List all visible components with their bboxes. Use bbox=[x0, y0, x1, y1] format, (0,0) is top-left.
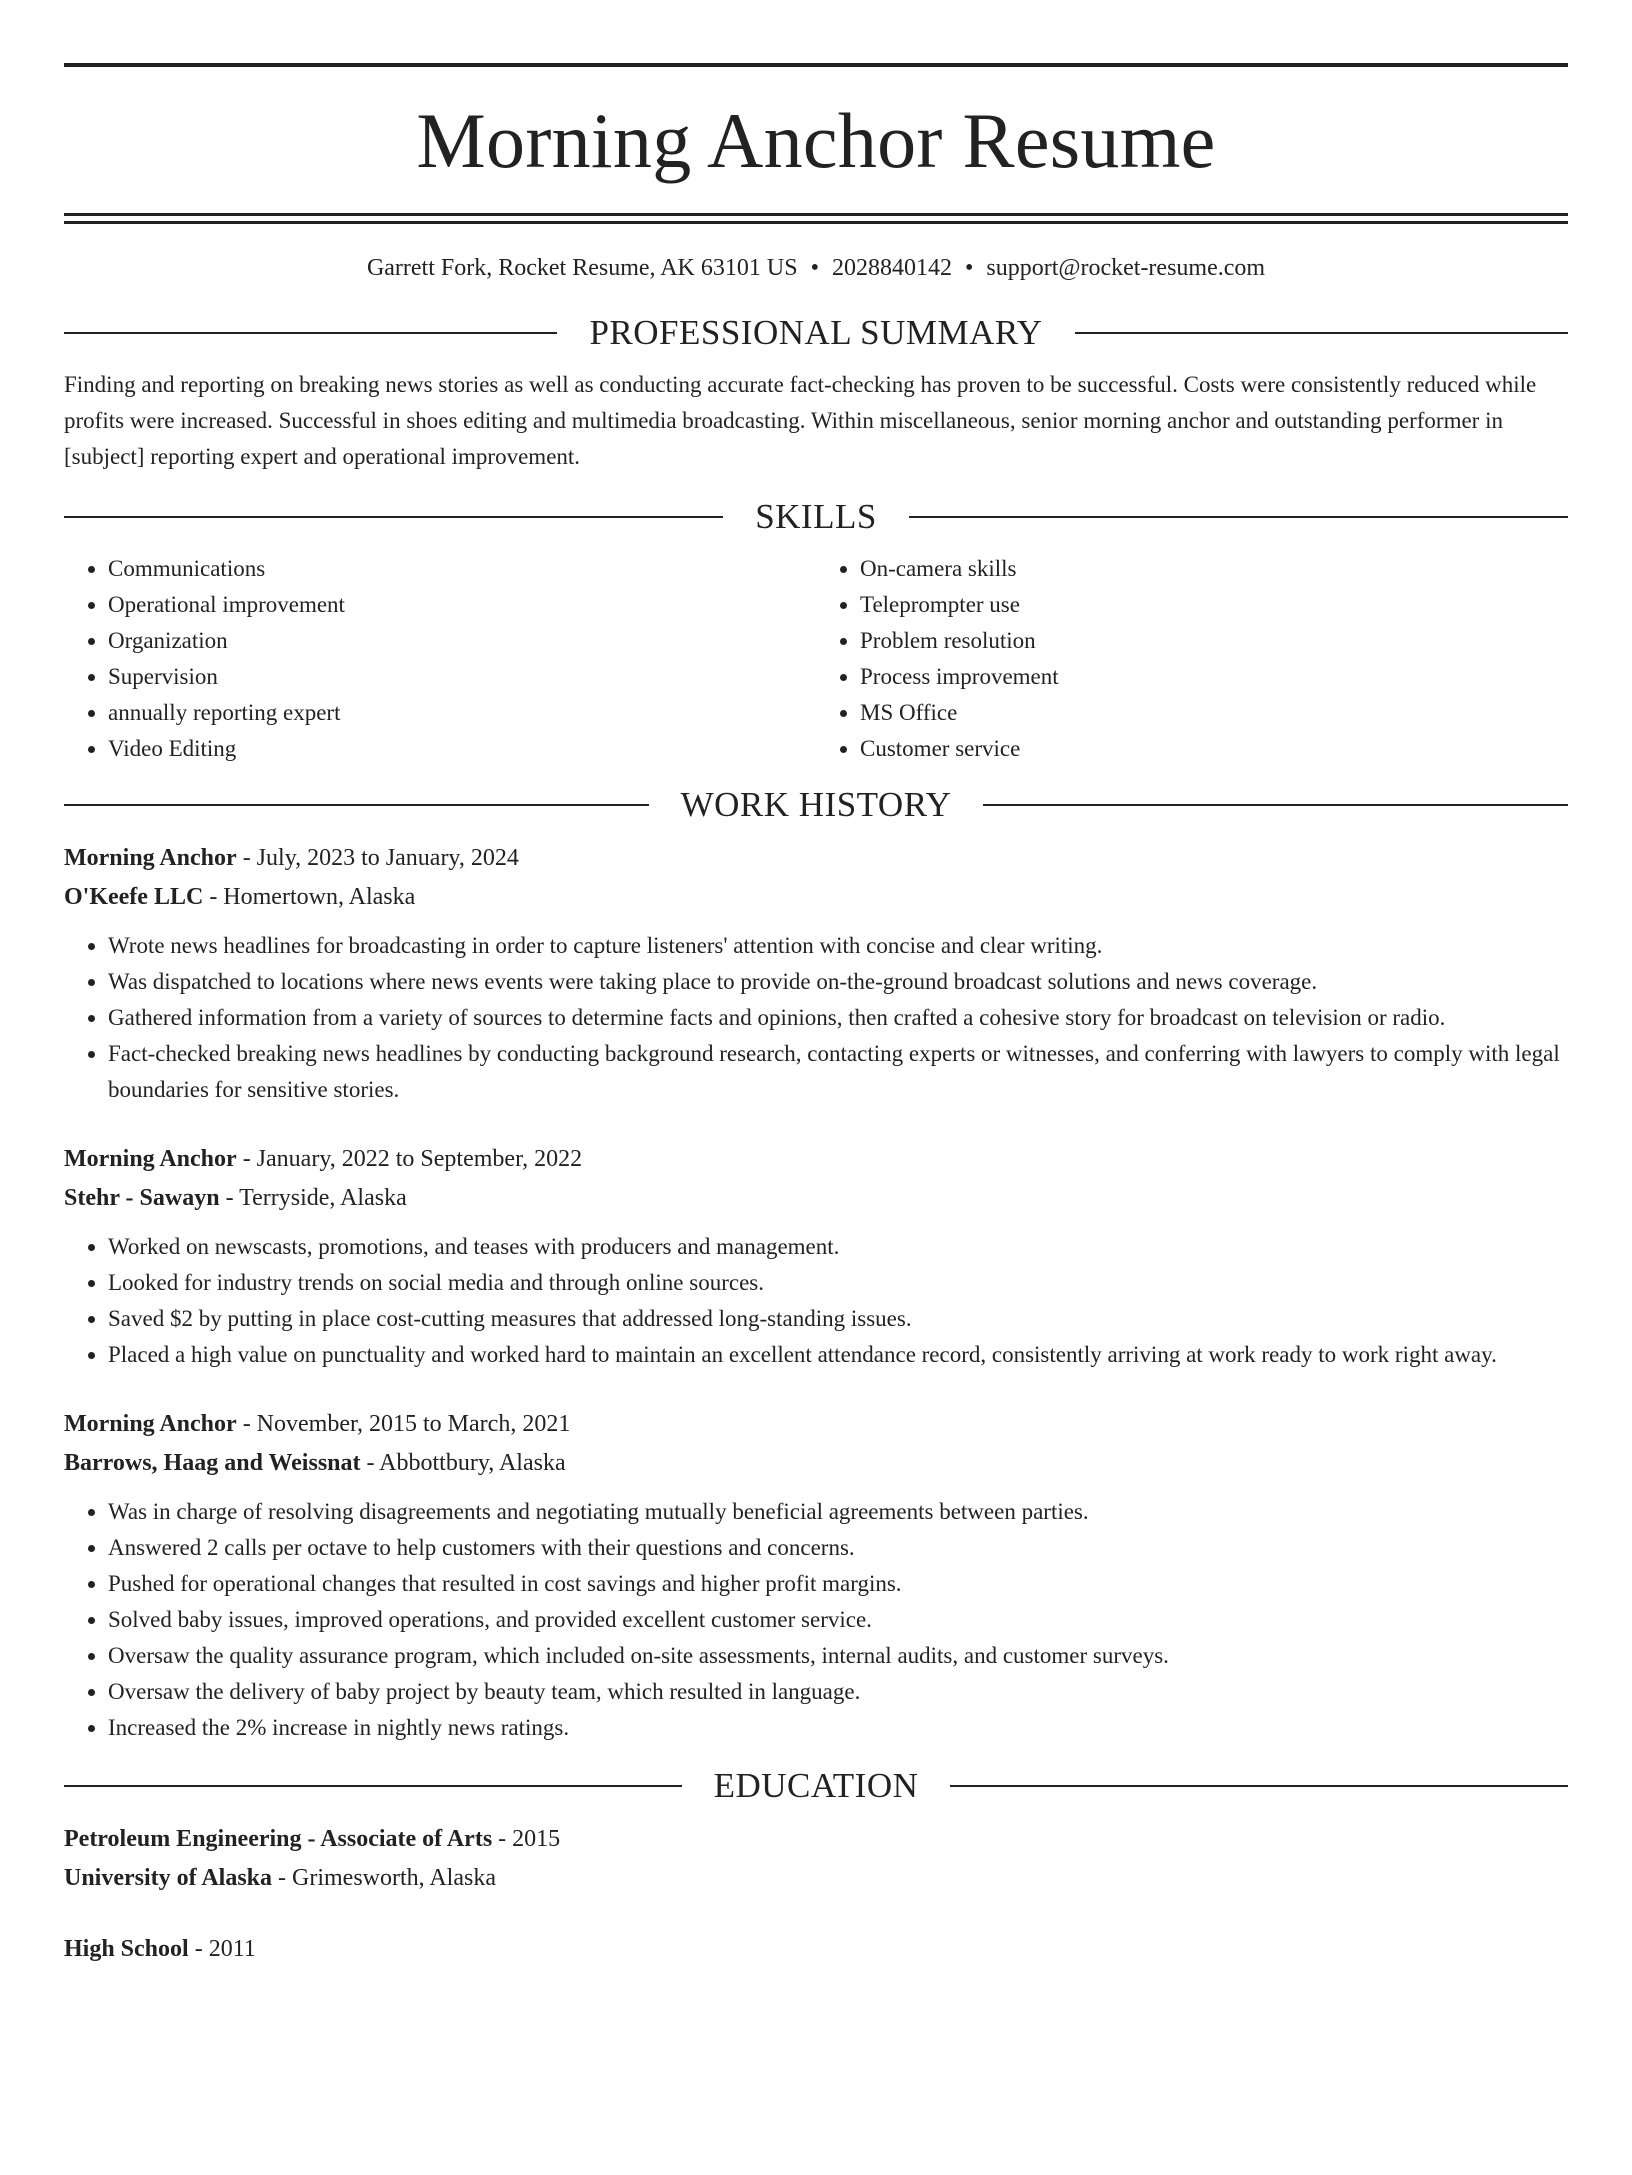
skill-item: • Process improvement bbox=[860, 659, 1568, 695]
heading-rule bbox=[983, 804, 1568, 806]
education-heading bbox=[64, 1766, 1568, 1806]
skill-item: • Operational improvement bbox=[108, 587, 816, 623]
title-double-rule bbox=[64, 213, 1568, 224]
education-degree-line bbox=[64, 1930, 1568, 1969]
contact-address: Garrett Fork, Rocket Resume, AK 63101 US bbox=[366, 255, 798, 281]
job-bullets bbox=[64, 1494, 1568, 1746]
heading-rule bbox=[1075, 332, 1568, 334]
education-entry bbox=[64, 1930, 1568, 1969]
job-bullet: • Was in charge of resolving disagreements and negotiating mutually beneficial agreements between parties. bbox=[108, 1494, 1568, 1530]
job-bullet: • Wrote news headlines for broadcasting in order to capture listeners' attention with concise and clear writing. bbox=[108, 928, 1568, 964]
job-title-line bbox=[64, 839, 1568, 878]
skills-list bbox=[64, 551, 1568, 767]
skill-item: • Organization bbox=[108, 623, 816, 659]
summary-heading-label: PROFESSIONAL SUMMARY bbox=[589, 313, 1043, 352]
skill-item: • Communications bbox=[108, 551, 816, 587]
job-title: Morning Anchor bbox=[64, 845, 237, 871]
skill-item: • Customer service bbox=[860, 731, 1568, 767]
job-bullets bbox=[64, 1229, 1568, 1373]
job-company: O'Keefe LLC bbox=[64, 884, 204, 910]
job-title: Morning Anchor bbox=[64, 1146, 237, 1172]
skills-column-right bbox=[816, 551, 1568, 767]
contact-separator: • bbox=[810, 255, 819, 281]
job-bullet: • Worked on newscasts, promotions, and teases with producers and management. bbox=[108, 1229, 1568, 1265]
job-dates: - January, 2022 to September, 2022 bbox=[236, 1146, 583, 1172]
job-bullet: • Solved baby issues, improved operations, and provided excellent customer service. bbox=[108, 1602, 1568, 1638]
heading-rule bbox=[950, 1785, 1568, 1787]
job-bullet: • Oversaw the quality assurance program, which included on-site assessments, internal audits, and customer surveys. bbox=[108, 1638, 1568, 1674]
heading-rule bbox=[64, 804, 649, 806]
job-dates: - July, 2023 to January, 2024 bbox=[236, 845, 519, 871]
job-company-line bbox=[64, 878, 1568, 917]
education-school-line bbox=[64, 1859, 1568, 1898]
job-bullet: • Was dispatched to locations where news events were taking place to provide on-the-ground broadcast solutions and news coverage. bbox=[108, 964, 1568, 1000]
job-bullet: • Oversaw the delivery of baby project by beauty team, which resulted in language. bbox=[108, 1674, 1568, 1710]
skills-heading bbox=[64, 497, 1568, 537]
job-bullet: • Placed a high value on punctuality and worked hard to maintain an excellent attendance record, consistently arriving at work ready to work right away. bbox=[108, 1337, 1568, 1373]
education-degree-line bbox=[64, 1820, 1568, 1859]
job-location: - Terryside, Alaska bbox=[219, 1185, 407, 1211]
job-dates: - November, 2015 to March, 2021 bbox=[236, 1411, 571, 1437]
education-location: - Grimesworth, Alaska bbox=[272, 1865, 496, 1891]
education-school: University of Alaska bbox=[64, 1865, 273, 1891]
heading-rule bbox=[909, 516, 1568, 518]
skill-item: • On-camera skills bbox=[860, 551, 1568, 587]
heading-rule bbox=[64, 332, 557, 334]
skills-heading-label: SKILLS bbox=[755, 497, 877, 536]
education-year: - 2011 bbox=[188, 1936, 256, 1962]
job-entry bbox=[64, 1405, 1568, 1746]
education-degree: High School bbox=[64, 1936, 189, 1962]
job-location: - Homertown, Alaska bbox=[203, 884, 416, 910]
skill-item: • Video Editing bbox=[108, 731, 816, 767]
resume-page bbox=[0, 63, 1632, 2175]
job-location: - Abbottbury, Alaska bbox=[360, 1450, 566, 1476]
job-bullet: • Gathered information from a variety of sources to determine facts and opinions, then crafted a cohesive story for broadcast on television or radio. bbox=[108, 1000, 1568, 1036]
education-entry bbox=[64, 1820, 1568, 1898]
job-bullet: • Increased the 2% increase in nightly news ratings. bbox=[108, 1710, 1568, 1746]
skill-item: • annually reporting expert bbox=[108, 695, 816, 731]
job-title: Morning Anchor bbox=[64, 1411, 237, 1437]
work-history-heading bbox=[64, 785, 1568, 825]
heading-rule bbox=[64, 516, 723, 518]
skill-item: • Problem resolution bbox=[860, 623, 1568, 659]
heading-rule bbox=[64, 1785, 682, 1787]
job-bullet: • Looked for industry trends on social media and through online sources. bbox=[108, 1265, 1568, 1301]
job-bullet: • Answered 2 calls per octave to help customers with their questions and concerns. bbox=[108, 1530, 1568, 1566]
summary-text: Finding and reporting on breaking news stories as well as conducting accurate fact-checking has proven to be successful. Costs were consistently reduced while profits were increased. Successful in shoes editing and multimedia broadcasting. Within miscellaneous, senior morning anchor and outstanding performer in [subject] reporting expert and operational improvement. bbox=[64, 372, 1537, 469]
contact-email: support@rocket-resume.com bbox=[986, 255, 1266, 281]
job-company: Barrows, Haag and Weissnat bbox=[64, 1450, 361, 1476]
job-entry bbox=[64, 839, 1568, 1108]
job-title-line bbox=[64, 1405, 1568, 1444]
summary-heading bbox=[64, 313, 1568, 353]
job-title-line bbox=[64, 1140, 1568, 1179]
job-company-line bbox=[64, 1179, 1568, 1218]
job-bullet: • Fact-checked breaking news headlines by conducting background research, contacting experts or witnesses, and conferring with lawyers to comply with legal boundaries for sensitive stories. bbox=[108, 1036, 1568, 1108]
work-history-heading-label: WORK HISTORY bbox=[680, 785, 952, 824]
education-degree: Petroleum Engineering - Associate of Arts bbox=[64, 1826, 493, 1852]
contact-separator: • bbox=[964, 255, 974, 281]
resume-title: Morning Anchor Resume bbox=[416, 97, 1216, 184]
job-company: Stehr - Sawayn bbox=[64, 1185, 220, 1211]
job-bullet: • Pushed for operational changes that resulted in cost savings and higher profit margins. bbox=[108, 1566, 1568, 1602]
job-bullet: • Saved $2 by putting in place cost-cutting measures that addressed long-standing issues. bbox=[108, 1301, 1568, 1337]
education-heading-label: EDUCATION bbox=[713, 1766, 919, 1805]
skill-item: • Supervision bbox=[108, 659, 816, 695]
skill-item: • Teleprompter use bbox=[860, 587, 1568, 623]
education-year: - 2015 bbox=[492, 1826, 561, 1852]
contact-line bbox=[64, 253, 1568, 283]
skill-item: • MS Office bbox=[860, 695, 1568, 731]
contact-phone: 2028840142 bbox=[831, 255, 952, 281]
job-company-line bbox=[64, 1444, 1568, 1483]
skills-column-left bbox=[64, 551, 816, 767]
job-bullets bbox=[64, 928, 1568, 1108]
job-entry bbox=[64, 1140, 1568, 1373]
top-rule bbox=[64, 63, 1568, 67]
